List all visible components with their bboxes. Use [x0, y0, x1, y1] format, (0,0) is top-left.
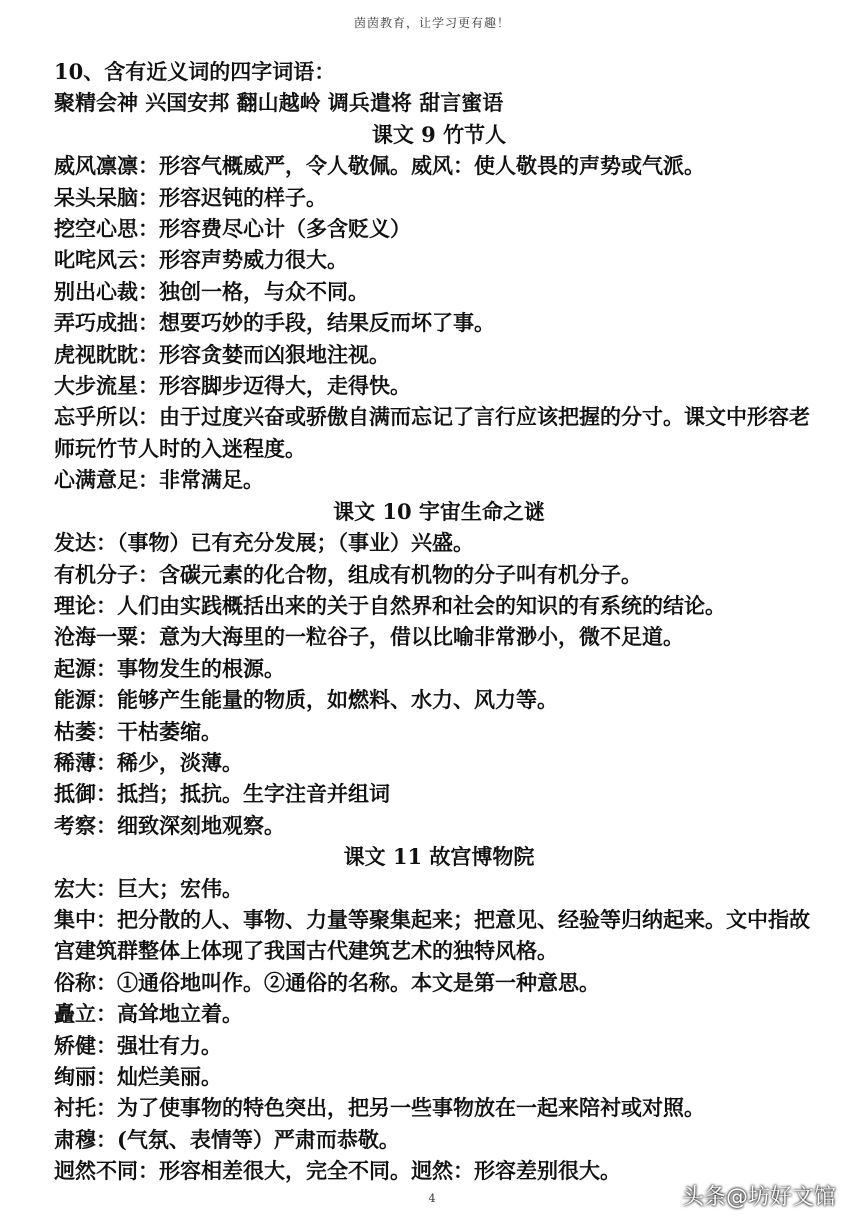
definition-line: 矗立：高耸地立着。: [54, 1001, 243, 1027]
word-list: 聚精会神 兴国安邦 翻山越岭 调兵遣将 甜言蜜语: [54, 90, 504, 116]
watermark: 头条@坊好文馆: [682, 1185, 837, 1210]
definition-line: 能源：能够产生能量的物质，如燃料、水力、风力等。: [54, 687, 558, 713]
document-body: [54, 56, 824, 1187]
definition-line: 沧海一粟：意为大海里的一粒谷子，借以比喻非常渺小，微不足道。: [54, 624, 684, 650]
lesson-title-11: 课文 11 故宫博物院: [343, 844, 535, 870]
definition-line: 考察：细致深刻地观察。: [54, 812, 285, 838]
definition-line: 稀薄：稀少，淡薄。: [54, 749, 243, 775]
definition-line: 宏大：巨大；宏伟。: [54, 875, 243, 901]
definition-line: 别出心裁：独创一格，与众不同。: [54, 278, 369, 304]
lesson-title-9: 课文 9 竹节人: [371, 121, 507, 147]
page-header: 茵茵教育，让学习更有趣！: [353, 16, 510, 30]
definition-line: 挖空心思：形容费尽心计（多含贬义）: [54, 216, 411, 242]
definition-line: 叱咤风云：形容声势威力很大。: [54, 247, 348, 273]
definition-line: 衬托：为了使事物的特色突出，把另一些事物放在一起来陪衬或对照。: [54, 1095, 705, 1121]
definition-line: 俗称：①通俗地叫作。②通俗的名称。本文是第一种意思。: [54, 969, 600, 995]
definition-line: 集中：把分散的人、事物、力量等聚集起来；把意见、经验等归纳起来。文中指故宫建筑群整体上体现了我国古代建筑艺术的独特风格。: [54, 906, 810, 964]
definition-line: 肃穆：(气氛、表情等）严肃而恭敬。: [54, 1126, 400, 1152]
definition-line: 虎视眈眈：形容贪婪而凶狠地注视。: [54, 341, 390, 367]
definition-line: 大步流星：形容脚步迈得大，走得快。: [54, 373, 411, 399]
page-number: 4: [428, 1192, 436, 1205]
definition-line: 抵御：抵挡；抵抗。生字注音并组词: [54, 781, 390, 807]
definition-line: 迥然不同：形容相差很大，完全不同。迥然：形容差别很大。: [54, 1158, 621, 1184]
definition-line: 理论：人们由实践概括出来的关于自然界和社会的知识的有系统的结论。: [54, 592, 726, 618]
definition-line: 威风凛凛：形容气概威严，令人敬佩。威风：使人敬畏的声势或气派。: [54, 153, 705, 179]
section-heading: 10、含有近义词的四字词语：: [54, 59, 336, 84]
definition-line: 矫健：强壮有力。: [54, 1032, 222, 1058]
definition-line: 忘乎所以：由于过度兴奋或骄傲自满而忘记了言行应该把握的分寸。课文中形容老师玩竹节人时的入迷程度。: [54, 404, 810, 461]
definition-line: 起源：事物发生的根源。: [54, 655, 285, 681]
lesson-title-10: 课文 10 宇宙生命之谜: [333, 498, 545, 524]
definition-line: 枯萎：干枯萎缩。: [54, 718, 222, 744]
definition-line: 发达：（事物）已有充分发展；（事业）兴盛。: [54, 530, 474, 556]
definition-line: 心满意足：非常满足。: [54, 467, 264, 493]
definition-line: 弄巧成拙：想要巧妙的手段，结果反而坏了事。: [54, 310, 495, 336]
definition-line: 有机分子：含碳元素的化合物，组成有机物的分子叫有机分子。: [54, 561, 642, 587]
definition-line: 绚丽：灿烂美丽。: [54, 1064, 222, 1089]
definition-line: 呆头呆脑：形容迟钝的样子。: [54, 184, 327, 210]
